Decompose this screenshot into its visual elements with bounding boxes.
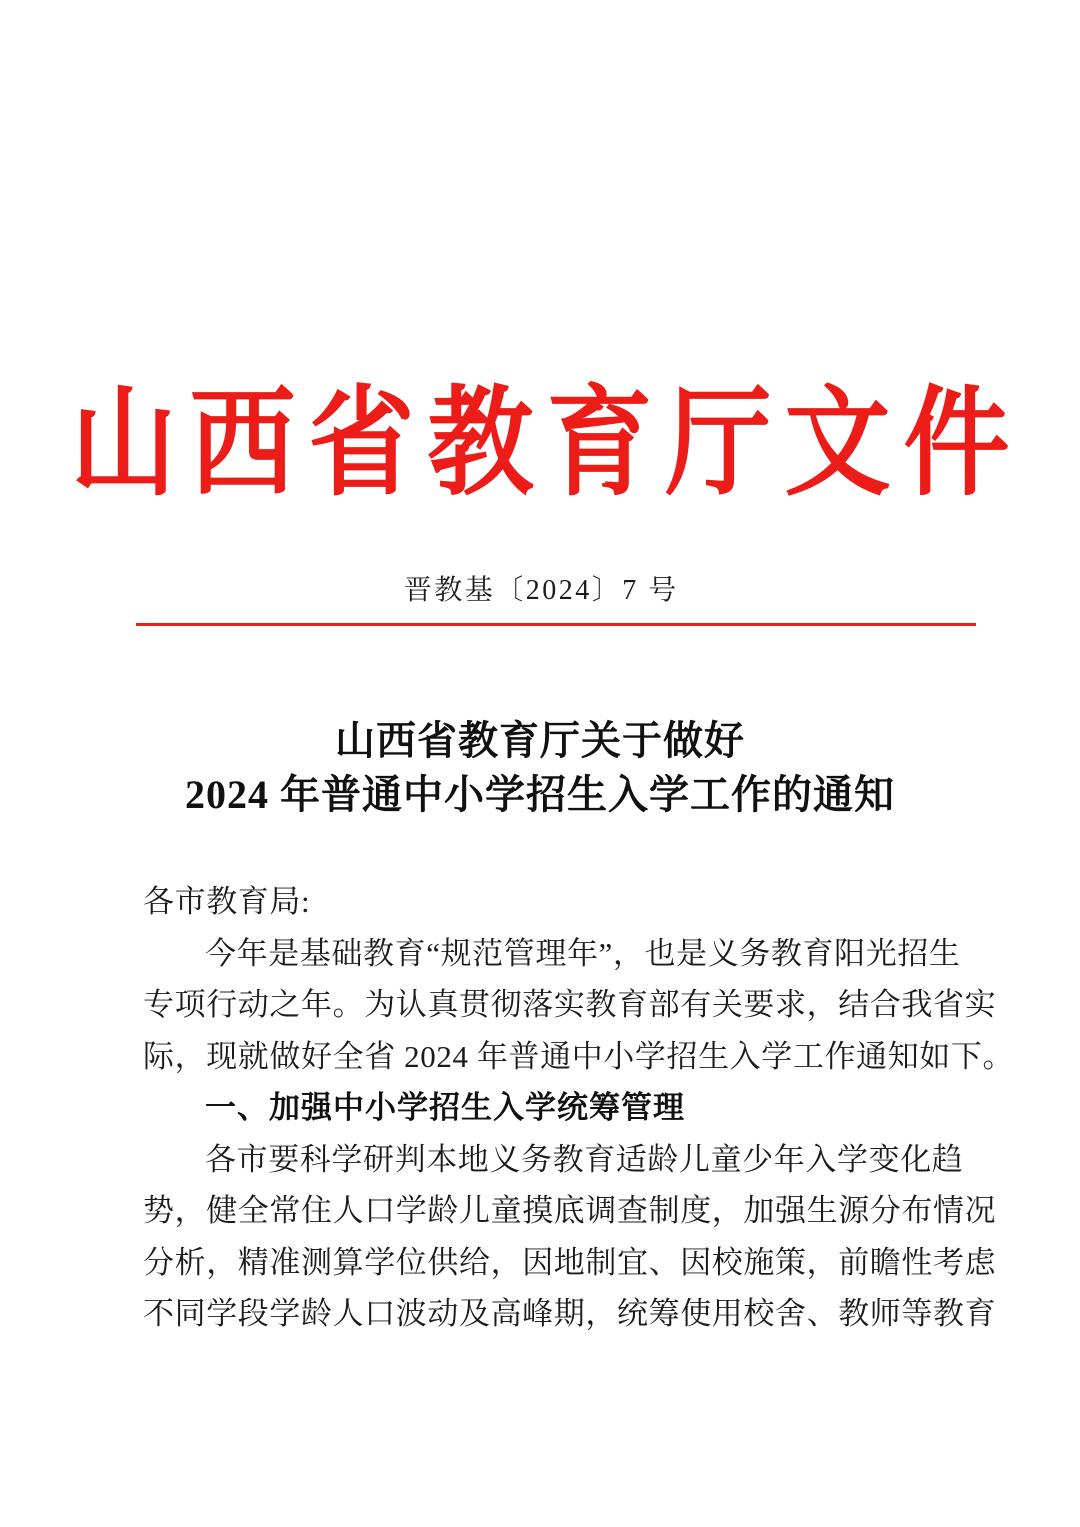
paragraph-1-line-2: 专项行动之年。为认真贯彻落实教育部有关要求，结合我省实 <box>143 987 997 1022</box>
section-1-line-2: 势，健全常住人口学龄儿童摸底调查制度，加强生源分布情况 <box>143 1193 997 1228</box>
section-1-heading: 一、加强中小学招生入学统筹管理 <box>205 1090 685 1125</box>
masthead <box>0 378 1080 510</box>
masthead-title: 山西省教育厅文件 <box>70 378 1023 510</box>
section-1-line-3: 分析，精准测算学位供给，因地制宜、因校施策，前瞻性考虑 <box>143 1244 997 1280</box>
document-body <box>143 876 1015 1340</box>
red-separator-rule <box>136 623 976 626</box>
document-number: 晋教基〔2024〕7 号 <box>403 575 679 606</box>
section-1-line-4: 不同学段学龄人口波动及高峰期，统筹使用校舍、教师等教育 <box>143 1296 997 1331</box>
section-1-line-1: 各市要科学研判本地义务教育适龄儿童少年入学变化趋 <box>205 1141 964 1177</box>
document-title <box>0 714 1080 822</box>
paragraph-1-line-1: 今年是基础教育“规范管理年”，也是义务教育阳光招生 <box>205 935 961 971</box>
document-title-line-2: 2024 年普通中小学招生入学工作的通知 <box>185 772 895 817</box>
paragraph-1-line-3: 际，现就做好全省 2024 年普通中小学招生入学工作通知如下。 <box>143 1038 1015 1074</box>
salutation: 各市教育局: <box>143 884 311 919</box>
document-title-line-1: 山西省教育厅关于做好 <box>335 718 745 763</box>
